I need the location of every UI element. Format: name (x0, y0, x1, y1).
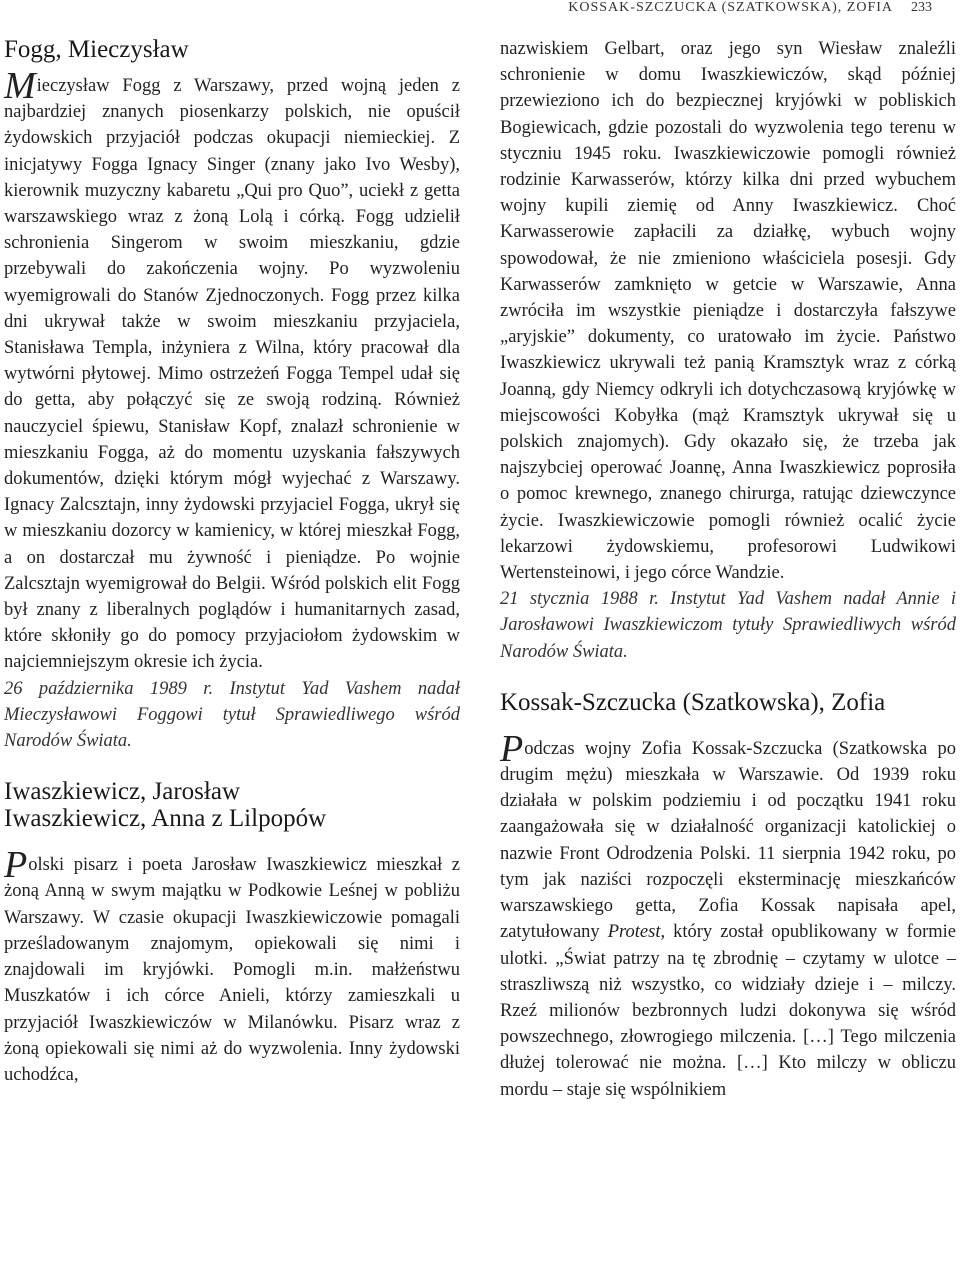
page-number: 233 (911, 0, 932, 15)
running-head (568, 0, 932, 18)
entry-heading-iwaszkiewicz (4, 778, 460, 832)
entry-body-iwaszkiewicz (4, 844, 460, 1088)
drop-cap: P (500, 727, 524, 770)
section-gap (4, 754, 460, 778)
drop-cap: M (4, 65, 36, 107)
award-note-iwaszkiewicz: 21 stycznia 1988 r. Instytut Yad Vashem nadał Annie i Jarosławowi Iwaszkiewiczom tytuły Sprawiedliwych wśród Narodów Świata. (500, 589, 956, 662)
drop-cap: P (4, 844, 28, 887)
entry-body-kossak (500, 727, 956, 1103)
entry-text-kossak-part2: , który został opublikowany w formie ulotki. „Świat patrzy na tę zbrodnię – czytamy w ulotce – straszliwszą niż wszystko, co widziały dzieje i – milczy. Rzeź milionów bezbronnych ludzi dokonywa się wśród powszechnego, złowrogiego milczenia. […] Tego milczenia dłużej tolerować nie można. […] Kto milczy w obliczu mordu – staje się wspólnikiem (500, 922, 956, 1100)
section-gap (500, 665, 956, 689)
protest-title: Protest (607, 922, 661, 943)
entry-text-iwaszkiewicz: olski pisarz i poeta Jarosław Iwaszkiewicz mieszkał z żoną Anną w swym majątku w Podkowie Leśnej w pobliżu Warszawy. W czasie okupacji Iwaszkiewiczowie pomagali prześladowanym znajomym, opiekowali się nimi i znajdowali im kryjówki. Pomogli m.in. małżeństwu Muszkatów i ich córce Anieli, którzy zamieszkali u przyjaciół Iwaszkiewiczów w Milanówku. Pisarz wraz z żoną opiekowali się nimi aż do wyzwolenia. Inny żydowski uchodźca, (4, 855, 460, 1085)
right-column (500, 36, 956, 1103)
entry-heading-kossak: Kossak-Szczucka (Szatkowska), Zofia (500, 688, 886, 716)
entry-body-fogg (4, 65, 460, 676)
entry-heading-fogg: Fogg, Mieczysław (4, 36, 189, 63)
entry-text-fogg: ieczysław Fogg z Warszawy, przed wojną jeden z najbardziej znanych piosenkarzy polskich, nie opuścił żydowskich przyjaciół podczas okupacji niemieckiej. Z inicjatywy Fogga Ignacy Singer (znany jako Ivo Wesby), kierownik muzyczny kabaretu „Qui pro Quo”, uciekł z getta warszawskiego wraz z żoną Lolą i córką. Fogg udzielił schronienia Singerom w swoim mieszkaniu, gdzie przebywali do zakończenia wojny. Po wyzwoleniu wyemigrowali do Stanów Zjednoczonych. Fogg przez kilka dni ukrywał także w swoim mieszkaniu przyjaciela, Stanisława Templa, inżyniera z Wilna, który pracował dla wytwórni płytowej. Mimo ostrzeżeń Fogga Tempel udał się do getta, aby połączyć się ze swoją rodziną. Również nauczyciel śpiewu, Stanisław Kopf, znalazł schronienie w mieszkaniu Fogga, aż do momentu uzyskania fałszywych dokumentów, dzięki którym mógł wyjechać z Warszawy. Ignacy Zalcsztajn, inny żydowski przyjaciel Fogga, ukrył się w mieszkaniu dozorcy w kamienicy, w której mieszkał Fogg, a on dostarczał mu żywność i pieniądze. Po wojnie Zalcsztajn wyemigrował do Belgii. Wśród polskich elit Fogg był znany z liberalnych poglądów i humanitarnych zasad, które skłoniły go do pomocy przyjaciołom żydowskim w najciemniejszym okresie ich życia. (4, 76, 460, 673)
award-note-fogg: 26 października 1989 r. Instytut Yad Vashem nadał Mieczysławowi Foggowi tytuł Sprawiedliwego wśród Narodów Świata. (4, 678, 460, 752)
entry-text-kossak-part1: odczas wojny Zofia Kossak-Szczucka (Szatkowska po drugim mężu) mieszkała w Warszawie. Od 1939 roku działała w polskim podziemiu i od początku 1941 roku zaangażowała się w działalność organizacji katolickiej o nazwie Front Odrodzenia Polski. 11 sierpnia 1942 roku, po tym jak naziści rozpoczęli eksterminację mieszkańców warszawskiego getta, Zofia Kossak napisała apel, zatytułowany (500, 738, 956, 943)
entry-heading-line1: Iwaszkiewicz, Jarosław (4, 778, 241, 806)
running-head-title: KOSSAK-SZCZUCKA (SZATKOWSKA), ZOFIA (568, 0, 893, 15)
entry-heading-line2: Iwaszkiewicz, Anna z Lilpopów (4, 805, 327, 833)
continued-text-iwaszkiewicz: nazwiskiem Gelbart, oraz jego syn Wiesław znaleźli schronienie w domu Iwaszkiewiczów, skąd później przewieziono ich do bezpiecznej kryjówki w pobliskich Bogiewicach, gdzie pozostali do wyzwolenia tego terenu w styczniu 1945 roku. Iwaszkiewiczowie pomogli również rodzinie Karwasserów, którzy kilka dni przed wybuchem wojny kupili ziemię od Anny Iwaszkiewicz. Choć Karwasserowie zapłacili za działkę, wybuch wojny spowodował, że nie zmieniono właściciela posesji. Gdy Karwasserów zamknięto w getcie w Warszawie, Anna zwróciła im wszystkie pieniądze i dostarczyła fałszywe „aryjskie” dokumenty, co uratowało im życie. Państwo Iwaszkiewicz ukrywali też panią Kramsztyk wraz z córką Joanną, gdy Niemcy odkryli ich dotychczasową kryjówkę w miejscowości Kobyłka (mąż Kramsztyk ukrywał się u polskich znajomych). Gdy okazało się, że trzeba jak najszybciej operować Joannę, Anna Iwaszkiewicz poprosiła o pomoc krewnego, znanego chirurga, ratując dziewczynce życie. Iwaszkiewiczowie pomogli również ocalić życie lekarzowi żydowskiemu, profesorowi Ludwikowi Wertensteinowi, i jego córce Wandzie. (500, 39, 956, 584)
left-column (4, 36, 460, 1088)
